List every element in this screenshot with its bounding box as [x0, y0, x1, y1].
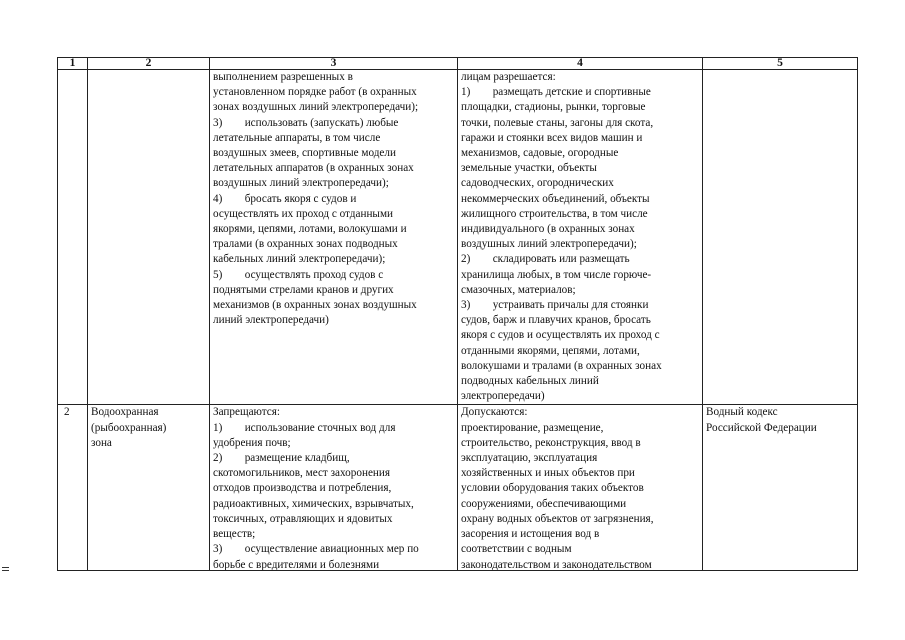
permissions-cell: Допускаются: проектирование, размещение, строительство, реконструкция, ввод в эксплуатацию, эксплуатация хозяйственных и иных объектов при условии оборудования таких объектов сооружениями, обеспечивающими охрану водных объектов от загрязнения, засорения и истощения вод в соответствии с водным законодательством и законодательством: [461, 406, 654, 571]
header-col-4: 4: [458, 58, 703, 70]
legal-basis-cell: Водный кодекс Российской Федерации: [706, 406, 817, 434]
header-col-2: 2: [88, 58, 210, 70]
legal-basis-cell: [703, 70, 858, 405]
header-col-3: 3: [210, 58, 458, 70]
header-col-5: 5: [703, 58, 858, 70]
row-number-cell: 2: [64, 406, 70, 419]
regulation-table: [57, 57, 858, 571]
prohibitions-cell: Запрещаются: 1) использование сточных вод для удобрения почв; 2) размещение кладбищ, скотомогильников, мест захоронения отходов производства и потребления, радиоактивных, химических, взрывчатых, токсичных, отравляющих и ядовитых веществ; 3) осуществление авиационных мер по борьбе с вредителями и болезнями: [213, 406, 419, 571]
prohibitions-cell: выполнением разрешенных в установленном порядке работ (в охранных зонах воздушных линий электропередачи); 3) использовать (запускать) любые летательные аппараты, в том числе воздушных змеев, спортивные модели летательных аппаратов (в охранных зонах воздушных линий электропередачи); 4) бросать якоря с судов и осуществлять их проход с отданными якорями, цепями, лотами, волокушами и тралами (в охранных зонах подводных кабельных линий электропередачи); 5) осуществлять проход судов с поднятыми стрелами кранов и других механизмов (в охранных зонах воздушных линий электропередачи): [210, 70, 458, 405]
row-number-cell: [58, 70, 88, 405]
header-col-1: 1: [58, 58, 88, 70]
table-row: [58, 405, 858, 571]
permissions-cell: лицам разрешается: 1) размещать детские и спортивные площадки, стадионы, рынки, торговые точки, полевые станы, загоны для скота, гаражи и стоянки всех видов машин и механизмов, садовые, огородные земельные участки, объекты садоводческих, огороднических некоммерческих объединений, объекты жилищного строительства, в том числе индивидуального (в охранных зонах воздушных линий электропередачи); 2) складировать или размещать хранилища любых, в том числе горюче- смазочных, материалов; 3) устраивать причалы для стоянки судов, барж и плавучих кранов, бросать якоря с судов и осуществлять их проход с отданными якорями, цепями, лотами, волокушами и тралами (в охранных зонах подводных кабельных линий электропередачи): [458, 70, 703, 405]
table-row: [58, 70, 858, 405]
zone-name-cell: [88, 70, 210, 405]
zone-name-cell: Водоохранная (рыбоохранная) зона: [91, 406, 167, 449]
page-edge-mark-icon: [2, 567, 9, 575]
header-row: [58, 58, 858, 70]
